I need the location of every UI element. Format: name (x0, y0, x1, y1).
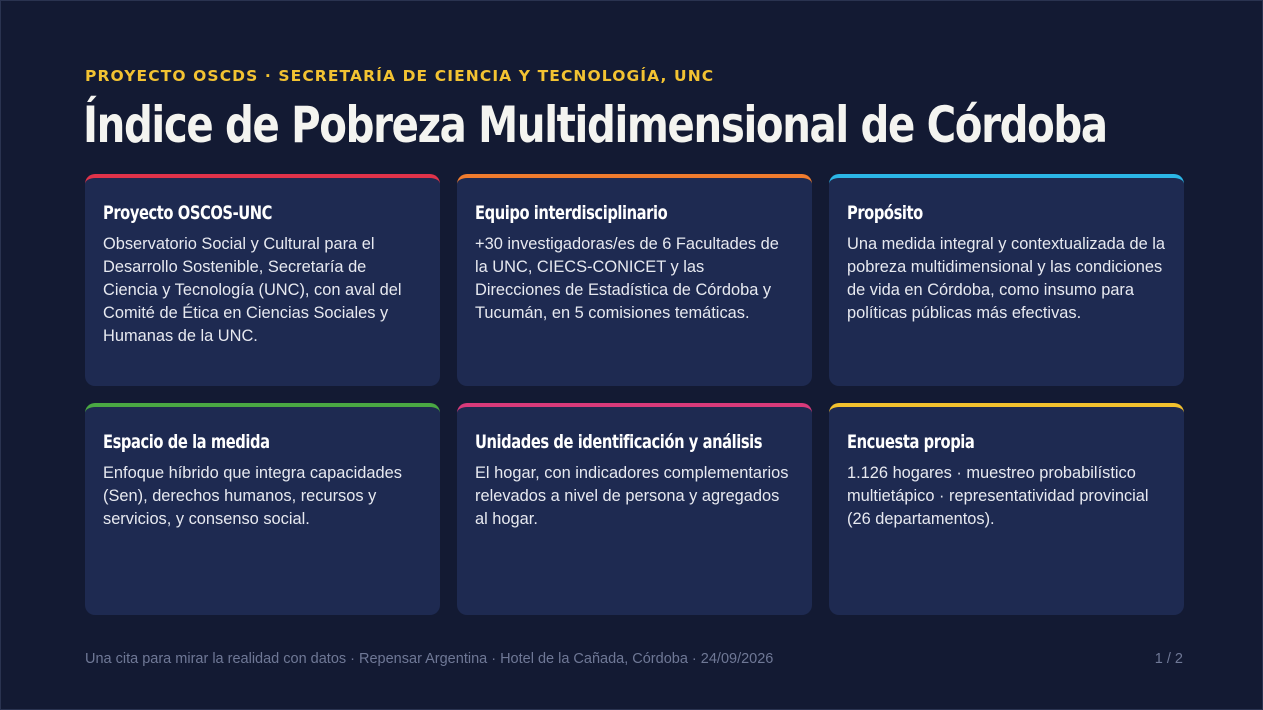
card-body: +30 investigadoras/es de 6 Facultades de la UNC, CIECS-CONICET y las Direcciones de Estadística de Córdoba y Tucumán, en 5 comisiones temáticas. (475, 235, 779, 322)
card-body: Una medida integral y contextualizada de la pobreza multidimensional y las condiciones de vida en Córdoba, como insumo para políticas públicas más efectivas. (847, 235, 1165, 322)
card-title: Unidades de identificación y análisis (475, 431, 763, 453)
card-proyecto (85, 174, 440, 386)
card-title: Equipo interdisciplinario (475, 202, 668, 224)
card-equipo (457, 174, 812, 386)
card-title: Espacio de la medida (103, 431, 270, 453)
card-grid (85, 174, 1184, 615)
card-body: El hogar, con indicadores complementarios relevados a nivel de persona y agregados al hogar. (475, 464, 789, 528)
page-number: 1 / 2 (1154, 651, 1183, 667)
footer-caption: Una cita para mirar la realidad con datos · Repensar Argentina · Hotel de la Cañada, Córdoba · 24/09/2026 (85, 651, 774, 667)
card-title: Proyecto OSCOS-UNC (103, 202, 272, 224)
project-kicker: PROYECTO OSCDS · SECRETARÍA DE CIENCIA Y TECNOLOGÍA, UNC (85, 67, 715, 85)
card-title: Propósito (847, 202, 923, 224)
card-espacio (85, 403, 440, 615)
card-body: Enfoque híbrido que integra capacidades (Sen), derechos humanos, recursos y servicios, y consenso social. (103, 464, 402, 528)
card-proposito (829, 174, 1184, 386)
card-body: 1.126 hogares · muestreo probabilístico multietápico · representatividad provincial (26 departamentos). (847, 464, 1149, 528)
page-title: Índice de Pobreza Multidimensional de Córdoba (83, 96, 1107, 154)
card-encuesta (829, 403, 1184, 615)
card-body: Observatorio Social y Cultural para el Desarrollo Sostenible, Secretaría de Ciencia y Tecnología (UNC), con aval del Comité de Ética en Ciencias Sociales y Humanas de la UNC. (103, 235, 402, 345)
card-title: Encuesta propia (847, 431, 975, 453)
card-unidades (457, 403, 812, 615)
